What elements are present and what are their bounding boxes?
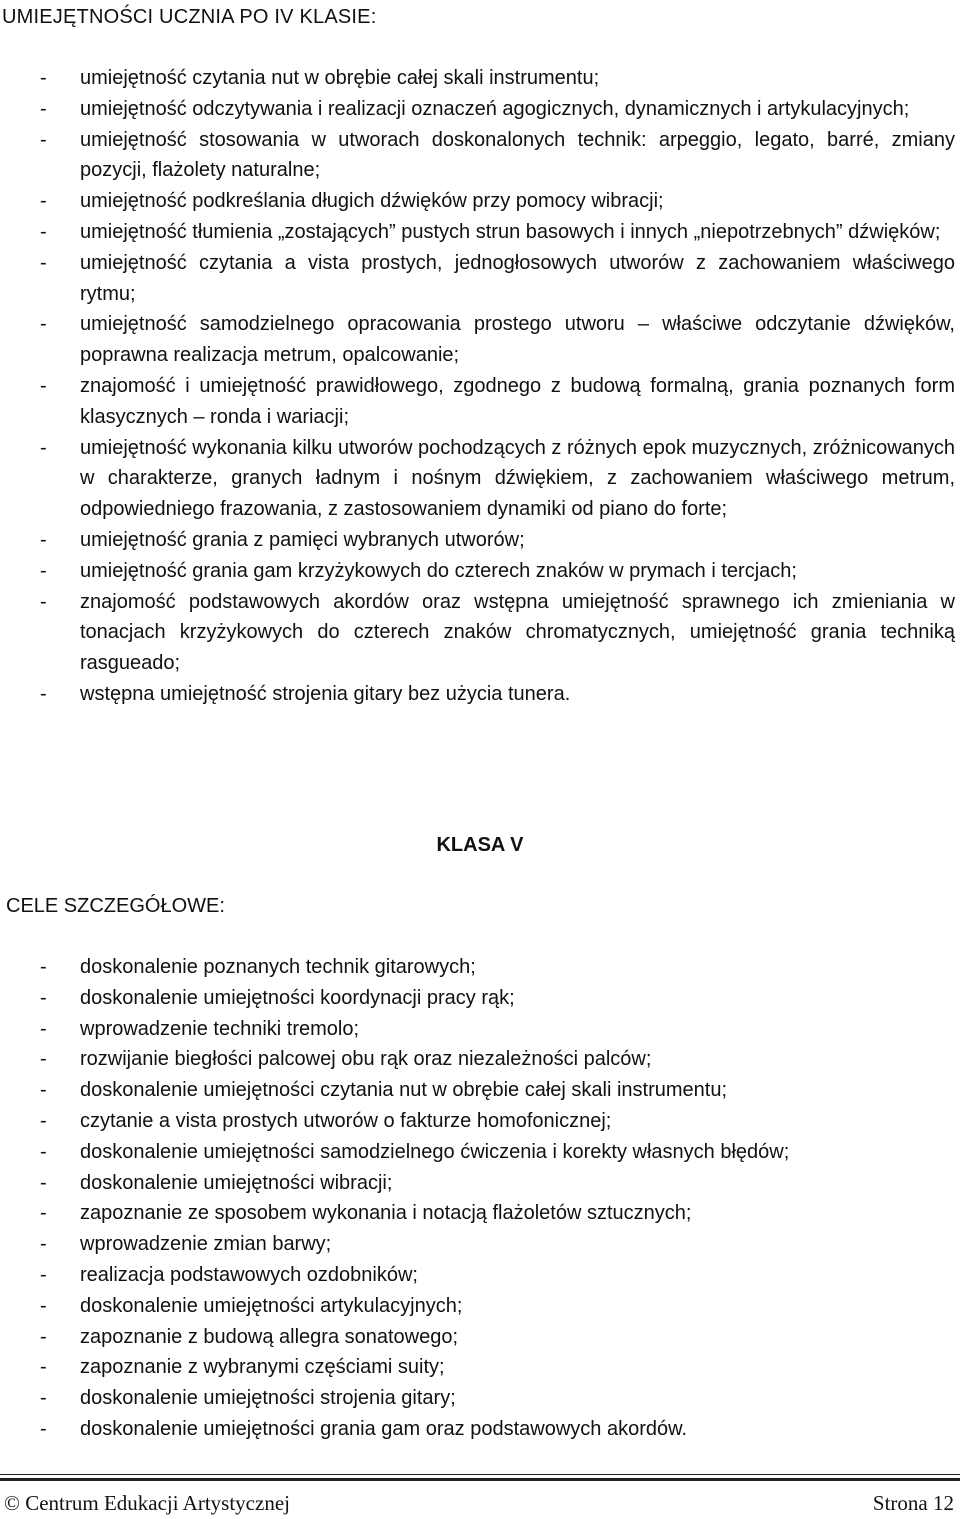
goal-item-text: zapoznanie ze sposobem wykonania i notacją flażoletów sztucznych; bbox=[80, 1202, 692, 1225]
skill-item bbox=[0, 186, 955, 217]
skills-list bbox=[0, 63, 955, 710]
goal-item bbox=[0, 1168, 955, 1199]
list-marker: - bbox=[40, 220, 47, 243]
list-marker: - bbox=[40, 559, 47, 582]
list-marker: - bbox=[40, 1109, 47, 1132]
goal-item-text: wprowadzenie techniki tremolo; bbox=[80, 1017, 360, 1040]
skill-item bbox=[0, 217, 955, 248]
goal-item-text: doskonalenie umiejętności strojenia gitary; bbox=[80, 1387, 456, 1410]
list-marker: - bbox=[40, 1171, 47, 1194]
list-marker: - bbox=[40, 956, 47, 978]
goal-item bbox=[0, 1322, 955, 1353]
skill-item bbox=[0, 587, 955, 679]
skill-item-text: umiejętność grania z pamięci wybranych utworów; bbox=[80, 528, 525, 551]
goal-item-text: wprowadzenie zmian barwy; bbox=[80, 1233, 332, 1256]
footer-divider-thick bbox=[0, 1478, 960, 1481]
skill-item-text: znajomość podstawowych akordów oraz wstępna umiejętność sprawnego ich zmieniania w tonacjach krzyżykowych do czterech znaków chromatycznych, umiejętność grania techniką rasgueado; bbox=[80, 590, 955, 675]
list-marker: - bbox=[40, 590, 47, 613]
goal-item bbox=[0, 1075, 955, 1106]
list-marker: - bbox=[40, 1017, 47, 1040]
list-marker: - bbox=[40, 1356, 47, 1379]
class-title-text: KLASA V bbox=[436, 834, 524, 856]
list-marker: - bbox=[40, 436, 47, 459]
goal-item-text: doskonalenie umiejętności koordynacji pracy rąk; bbox=[80, 986, 515, 1009]
list-marker: - bbox=[40, 190, 47, 213]
skill-item-text: umiejętność tłumienia „zostających” pustych strun basowych i innych „niepotrzebnych” dźwięków; bbox=[80, 220, 941, 243]
skill-item bbox=[0, 94, 955, 125]
skill-item bbox=[0, 309, 955, 371]
list-marker: - bbox=[40, 1202, 47, 1225]
goal-item bbox=[0, 1260, 955, 1291]
skill-item bbox=[0, 63, 955, 94]
goals-list bbox=[0, 952, 955, 1445]
skill-item-text: umiejętność czytania nut w obrębie całej skali instrumentu; bbox=[80, 67, 600, 89]
goal-item bbox=[0, 1106, 955, 1137]
goal-item-text: doskonalenie umiejętności samodzielnego ćwiczenia i korekty własnych błędów; bbox=[80, 1140, 790, 1163]
goal-item-text: zapoznanie z wybranymi częściami suity; bbox=[80, 1356, 445, 1379]
goal-item bbox=[0, 1137, 955, 1168]
skill-item bbox=[0, 525, 955, 556]
list-marker: - bbox=[40, 1325, 47, 1348]
goal-item-text: realizacja podstawowych ozdobników; bbox=[80, 1263, 418, 1286]
footer-copyright: © Centrum Edukacji Artystycznej bbox=[4, 1491, 290, 1515]
goal-item bbox=[0, 1229, 955, 1260]
skill-item-text: umiejętność czytania a vista prostych, jednogłosowych utworów z zachowaniem właściwego rytmu; bbox=[80, 251, 955, 305]
skill-item-text: umiejętność wykonania kilku utworów pochodzących z różnych epok muzycznych, zróżnicowanych w charakterze, granych ładnym i nośnym dźwiękiem, z zachowaniem właściwego metrum, odpowiedniego frazowania, z zastosowaniem dynamiki od piano do forte; bbox=[80, 436, 955, 521]
skill-item-text: umiejętność podkreślania długich dźwięków przy pomocy wibracji; bbox=[80, 190, 664, 213]
skill-item bbox=[0, 679, 955, 710]
list-marker: - bbox=[40, 67, 47, 89]
goal-item bbox=[0, 1414, 955, 1445]
goal-item-text: rozwijanie biegłości palcowej obu rąk oraz niezależności palców; bbox=[80, 1048, 652, 1071]
goal-item bbox=[0, 1014, 955, 1045]
list-marker: - bbox=[40, 1048, 47, 1071]
skill-item bbox=[0, 371, 955, 433]
skill-item-text: znajomość i umiejętność prawidłowego, zgodnego z budową formalną, grania poznanych form klasycznych – ronda i wariacji; bbox=[80, 374, 955, 428]
goal-item-text: doskonalenie umiejętności artykulacyjnych; bbox=[80, 1294, 463, 1317]
goal-item-text: doskonalenie umiejętności czytania nut w obrębie całej skali instrumentu; bbox=[80, 1079, 728, 1102]
list-marker: - bbox=[40, 682, 47, 705]
list-marker: - bbox=[40, 128, 47, 151]
list-marker: - bbox=[40, 1079, 47, 1102]
goals-heading: CELE SZCZEGÓŁOWE: bbox=[6, 895, 225, 917]
goal-item-text: doskonalenie umiejętności wibracji; bbox=[80, 1171, 393, 1194]
skill-item bbox=[0, 125, 955, 187]
skill-item bbox=[0, 556, 955, 587]
goal-item bbox=[0, 952, 955, 983]
goal-item-text: doskonalenie umiejętności grania gam oraz podstawowych akordów. bbox=[80, 1417, 688, 1440]
goal-item bbox=[0, 1383, 955, 1414]
list-marker: - bbox=[40, 251, 47, 274]
footer-divider-thin bbox=[0, 1474, 960, 1475]
goal-item-text: zapoznanie z budową allegra sonatowego; bbox=[80, 1325, 459, 1348]
list-marker: - bbox=[40, 313, 47, 336]
skill-item-text: umiejętność grania gam krzyżykowych do czterech znaków w prymach i tercjach; bbox=[80, 559, 797, 582]
goal-item bbox=[0, 1198, 955, 1229]
skill-item-text: umiejętność odczytywania i realizacji oznaczeń agogicznych, dynamicznych i artykulacyjnych; bbox=[80, 97, 910, 120]
goal-item bbox=[0, 1291, 955, 1322]
list-marker: - bbox=[40, 1263, 47, 1286]
list-marker: - bbox=[40, 1294, 47, 1317]
footer-page-number: Strona 12 bbox=[872, 1491, 954, 1515]
goal-item-text: doskonalenie poznanych technik gitarowych; bbox=[80, 956, 476, 978]
class-title bbox=[0, 832, 960, 858]
list-marker: - bbox=[40, 1387, 47, 1410]
list-marker: - bbox=[40, 986, 47, 1009]
goal-item bbox=[0, 983, 955, 1014]
list-marker: - bbox=[40, 528, 47, 551]
list-marker: - bbox=[40, 1417, 47, 1440]
skill-item bbox=[0, 433, 955, 525]
skills-heading: UMIEJĘTNOŚCI UCZNIA PO IV KLASIE: bbox=[2, 6, 377, 28]
list-marker: - bbox=[40, 1233, 47, 1256]
skill-item bbox=[0, 248, 955, 310]
list-marker: - bbox=[40, 374, 47, 397]
goal-item-text: czytanie a vista prostych utworów o fakturze homofonicznej; bbox=[80, 1109, 612, 1132]
list-marker: - bbox=[40, 1140, 47, 1163]
goal-item bbox=[0, 1352, 955, 1383]
skill-item-text: wstępna umiejętność strojenia gitary bez użycia tunera. bbox=[80, 682, 571, 705]
skill-item-text: umiejętność samodzielnego opracowania prostego utworu – właściwe odczytanie dźwięków, poprawna realizacja metrum, opalcowanie; bbox=[80, 313, 955, 367]
skill-item-text: umiejętność stosowania w utworach doskonalonych technik: arpeggio, legato, barré, zmiany pozycji, flażolety naturalne; bbox=[80, 128, 955, 182]
goal-item bbox=[0, 1044, 955, 1075]
list-marker: - bbox=[40, 97, 47, 120]
